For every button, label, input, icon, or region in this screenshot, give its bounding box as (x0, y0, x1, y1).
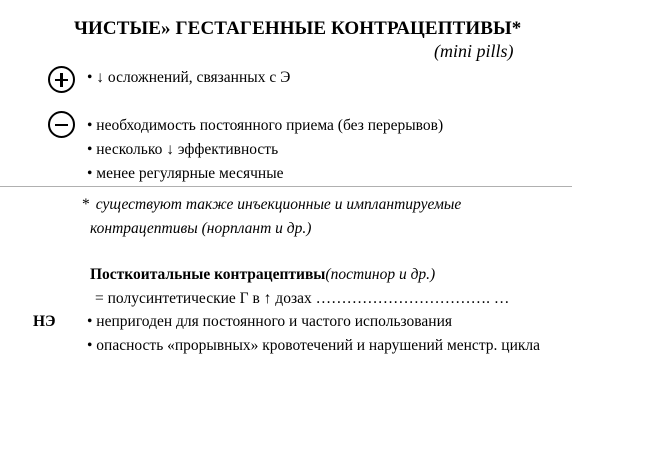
footnote-line-2: контрацептивы (норплант и др.) (90, 220, 312, 237)
footnote-star: * (82, 196, 90, 213)
cons-item: • несколько ↓ эффективность (87, 141, 279, 158)
pros-item: • ↓ осложнений, связанных с Э (87, 69, 291, 86)
minus-circle-icon (48, 111, 75, 138)
footnote-text-1: существуют также инъекционные и имплантируемые (95, 196, 462, 213)
postcoital-heading-note: (постинор и др.) (325, 266, 436, 283)
section-divider (0, 186, 572, 187)
postcoital-item: • непригоден для постоянного и частого использования (87, 313, 453, 330)
postcoital-heading (90, 266, 435, 284)
postcoital-item: • опасность «прорывных» кровотечений и нарушений менстр. цикла (87, 337, 541, 354)
ne-label: НЭ (33, 313, 56, 330)
cons-item: • менее регулярные месячные (87, 165, 284, 182)
page-title: ЧИСТЫЕ» ГЕСТАГЕННЫЕ КОНТРАЦЕПТИВЫ* (74, 18, 522, 39)
cons-item: • необходимость постоянного приема (без перерывов) (87, 117, 444, 134)
plus-circle-icon (48, 66, 75, 93)
footnote-line-1 (82, 196, 461, 214)
postcoital-heading-text: Посткоитальные контрацептивы (90, 266, 326, 283)
page-subtitle: (mini pills) (434, 41, 514, 61)
postcoital-item: = полусинтетические Г в ↑ дозах ……………………………. … (95, 290, 510, 307)
